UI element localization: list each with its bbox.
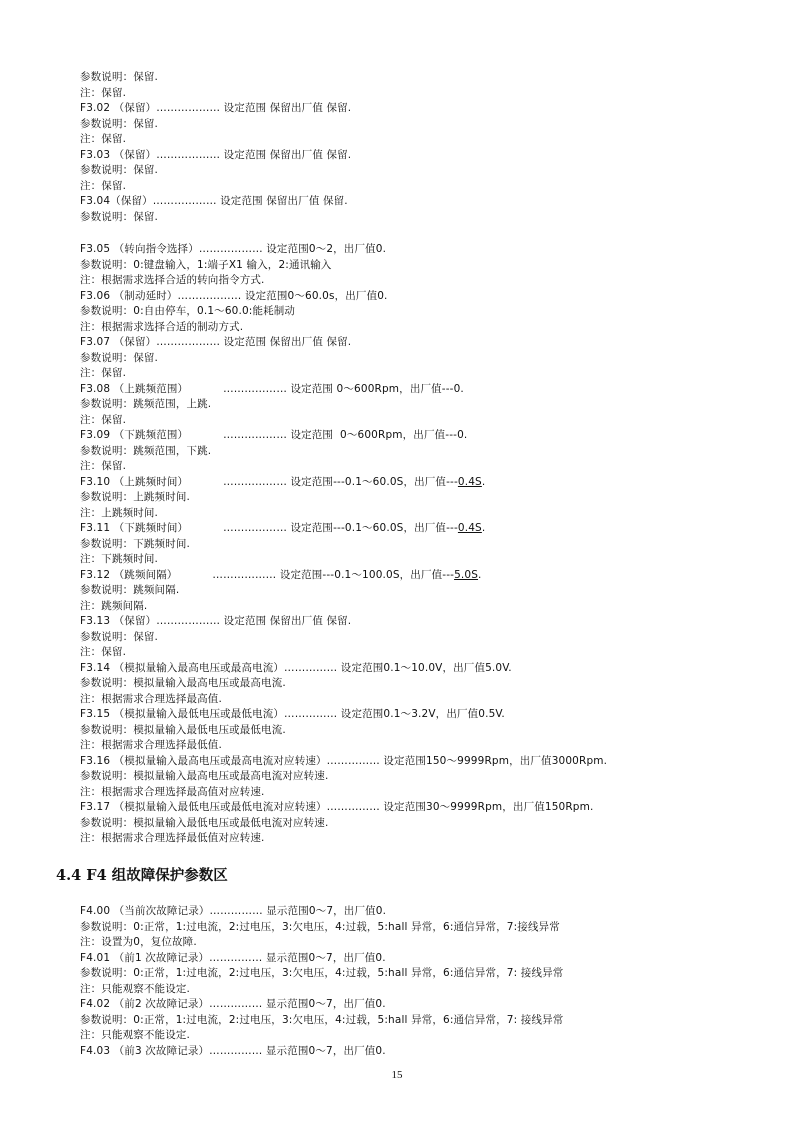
param-title-end: . bbox=[481, 475, 486, 488]
text-line: 注：保留. bbox=[80, 133, 127, 145]
param-desc: 参数说明：模拟量输入最高电压或最高电流. bbox=[80, 677, 286, 689]
param-note: 注：保留. bbox=[80, 460, 127, 472]
param-title: F3.15 （模拟量输入最低电压或最低电流）…………… 设定范围0.1～3.2V，出厂值0.5V. bbox=[80, 708, 505, 720]
text-line: 参数说明：保留. bbox=[80, 117, 159, 130]
param-desc: 参数说明：模拟量输入最低电压或最低电流对应转速. bbox=[80, 816, 329, 829]
param-title: F3.08 （上跳频范围） ……………… 设定范围 0～600Rpm，出厂值---0. bbox=[80, 382, 464, 395]
param-title: F3.17 （模拟量输入最低电压或最低电流对应转速）…………… 设定范围30～9999Rpm，出厂值150Rpm. bbox=[80, 801, 594, 813]
param-desc: 参数说明：模拟量输入最低电压或最低电流. bbox=[80, 723, 286, 736]
param-title: F4.02 （前2 次故障记录）…………… 显示范围0～7，出厂值0. bbox=[80, 998, 386, 1010]
param-title-text: F3.10 （上跳频时间） ……………… 设定范围---0.1～60.0S，出厂值--- bbox=[80, 475, 458, 488]
param-note: 注：只能观察不能设定. bbox=[80, 1029, 190, 1041]
param-title: F4.03 （前3 次故障记录）…………… 显示范围0～7，出厂值0. bbox=[80, 1044, 386, 1057]
param-desc: 参数说明：上跳频时间. bbox=[80, 491, 190, 503]
text-line: 注：保留. bbox=[80, 86, 127, 99]
param-title: F3.05 （转向指令选择）……………… 设定范围0～2，出厂值0. bbox=[80, 243, 387, 255]
param-title: F3.03 （保留）……………… 设定范围 保留出厂值 保留. bbox=[80, 148, 352, 161]
param-title-text: F3.11 （下跳频时间） ……………… 设定范围---0.1～60.0S，出厂值--- bbox=[80, 522, 458, 534]
param-title-end: . bbox=[481, 522, 486, 534]
page-number: 15 bbox=[391, 1069, 403, 1081]
param-desc: 参数说明：跳频范围，下跳. bbox=[80, 444, 212, 457]
param-note: 注：保留. bbox=[80, 413, 127, 426]
param-title-text: F3.12 （跳频间隔） ……………… 设定范围---0.1～100.0S，出厂值--- bbox=[80, 568, 455, 581]
param-desc: 参数说明：0:键盘输入，1:端子X1 输入，2:通讯输入 bbox=[80, 258, 332, 271]
text-line: 注：保留. bbox=[80, 179, 127, 192]
f4-params-block bbox=[80, 904, 760, 1059]
param-title bbox=[80, 521, 760, 537]
param-title: F3.06 （制动延时）……………… 设定范围0～60.0s，出厂值0. bbox=[80, 289, 388, 302]
text-line: 参数说明：保留. bbox=[80, 210, 159, 223]
param-desc: 参数说明：0:自由停车，0.1～60.0:能耗制动 bbox=[80, 305, 296, 317]
param-note: 注：只能观察不能设定. bbox=[80, 982, 190, 995]
param-title: F3.13 （保留）……………… 设定范围 保留出厂值 保留. bbox=[80, 615, 352, 627]
param-desc: 参数说明：下跳频时间. bbox=[80, 537, 190, 550]
param-note: 注：根据需求合理选择最低值. bbox=[80, 739, 222, 751]
param-note: 注：保留. bbox=[80, 367, 127, 379]
param-title-end: . bbox=[478, 568, 482, 581]
param-title: F3.04（保留）……………… 设定范围 保留出厂值 保留. bbox=[80, 195, 348, 207]
param-title bbox=[80, 475, 760, 491]
param-desc: 参数说明：0:正常，1:过电流，2:过电压，3:欠电压，4:过载，5:hall 异常，6:通信异常，7: 接线异常 bbox=[80, 1013, 564, 1026]
param-note: 注：根据需求合理选择最高值. bbox=[80, 692, 222, 705]
param-desc: 参数说明：跳频间隔. bbox=[80, 584, 180, 596]
param-note: 注：根据需求合理选择最高值对应转速. bbox=[80, 785, 265, 798]
param-desc: 参数说明：保留. bbox=[80, 630, 159, 643]
param-title: F4.00 （当前次故障记录）…………… 显示范围0～7，出厂值0. bbox=[80, 905, 387, 917]
param-title: F3.02 （保留）……………… 设定范围 保留出厂值 保留. bbox=[80, 102, 352, 114]
param-note: 注：跳频间隔. bbox=[80, 599, 148, 612]
param-note: 注：下跳频时间. bbox=[80, 553, 159, 565]
param-note: 注：保留. bbox=[80, 646, 127, 658]
param-desc: 参数说明：跳频范围，上跳. bbox=[80, 398, 212, 410]
param-desc: 参数说明：0:正常，1:过电流，2:过电压，3:欠电压，4:过载，5:hall 异常，6:通信异常，7:接线异常 bbox=[80, 920, 560, 933]
param-title: F3.07 （保留）……………… 设定范围 保留出厂值 保留. bbox=[80, 336, 352, 348]
param-title: F3.14 （模拟量输入最高电压或最高电流）…………… 设定范围0.1～10.0V，出厂值5.0V. bbox=[80, 661, 512, 674]
param-desc: 参数说明：模拟量输入最高电压或最高电流对应转速. bbox=[80, 770, 329, 782]
section-heading: 4.4 F4 组故障保护参数区 bbox=[56, 867, 228, 884]
param-title bbox=[80, 568, 760, 584]
param-note: 注：根据需求选择合适的转向指令方式. bbox=[80, 274, 265, 286]
text-line: 参数说明：保留. bbox=[80, 164, 159, 176]
param-title: F4.01 （前1 次故障记录）…………… 显示范围0～7，出厂值0. bbox=[80, 951, 386, 964]
param-note: 注：设置为0，复位故障. bbox=[80, 936, 197, 948]
text-line: 参数说明：保留. bbox=[80, 71, 159, 83]
param-note: 注：根据需求合理选择最低值对应转速. bbox=[80, 832, 265, 844]
param-note: 注：根据需求选择合适的制动方式. bbox=[80, 320, 244, 333]
default-value: 5.0S bbox=[454, 568, 479, 581]
param-title: F3.09 （下跳频范围） ……………… 设定范围 0～600Rpm，出厂值---0. bbox=[80, 429, 468, 441]
param-desc: 参数说明：0:正常，1:过电流，2:过电压，3:欠电压，4:过载，5:hall 异常，6:通信异常，7: 接线异常 bbox=[80, 967, 564, 979]
default-value: 0.4S bbox=[457, 475, 482, 488]
param-title: F3.16 （模拟量输入最高电压或最高电流对应转速）…………… 设定范围150～9999Rpm，出厂值3000Rpm. bbox=[80, 754, 608, 767]
param-note: 注：上跳频时间. bbox=[80, 506, 159, 519]
f3-params-block bbox=[80, 242, 760, 847]
default-value: 0.4S bbox=[457, 522, 482, 534]
f3-reserved-block bbox=[80, 70, 760, 225]
param-desc: 参数说明：保留. bbox=[80, 351, 159, 364]
